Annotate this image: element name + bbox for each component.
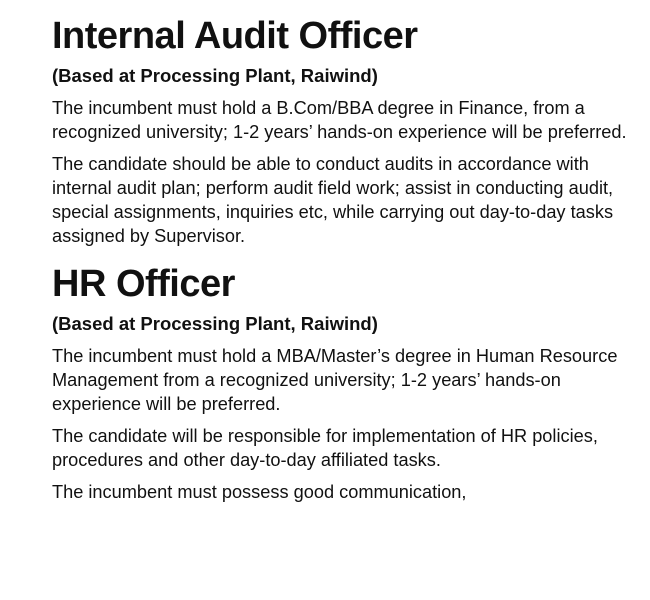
job-paragraph: The incumbent must possess good communication,	[52, 482, 467, 502]
job-ad-document	[52, 0, 632, 512]
job-paragraph: The candidate should be able to conduct audits in accordance with internal audit plan; perform audit field work; assist in conducting audit, special assignments, inquiries etc, while carrying out day-to-day tasks assigned by Supervisor.	[52, 154, 614, 246]
job-paragraph: The candidate will be responsible for implementation of HR policies, procedures and other day-to-day affiliated tasks.	[52, 426, 598, 470]
job-location: (Based at Processing Plant, Raiwind)	[52, 313, 378, 334]
job-paragraph: The incumbent must hold a MBA/Master’s degree in Human Resource Management from a recognized university; 1-2 years’ hands-on experience will be preferred.	[52, 346, 618, 414]
job-title: HR Officer	[52, 263, 235, 305]
job-section-hr-officer	[52, 262, 632, 504]
job-section-internal-audit-officer	[52, 14, 632, 248]
job-paragraph: The incumbent must hold a B.Com/BBA degree in Finance, from a recognized university; 1-2 years’ hands-on experience will be preferred.	[52, 98, 627, 142]
job-title: Internal Audit Officer	[52, 15, 418, 57]
job-location: (Based at Processing Plant, Raiwind)	[52, 65, 378, 86]
